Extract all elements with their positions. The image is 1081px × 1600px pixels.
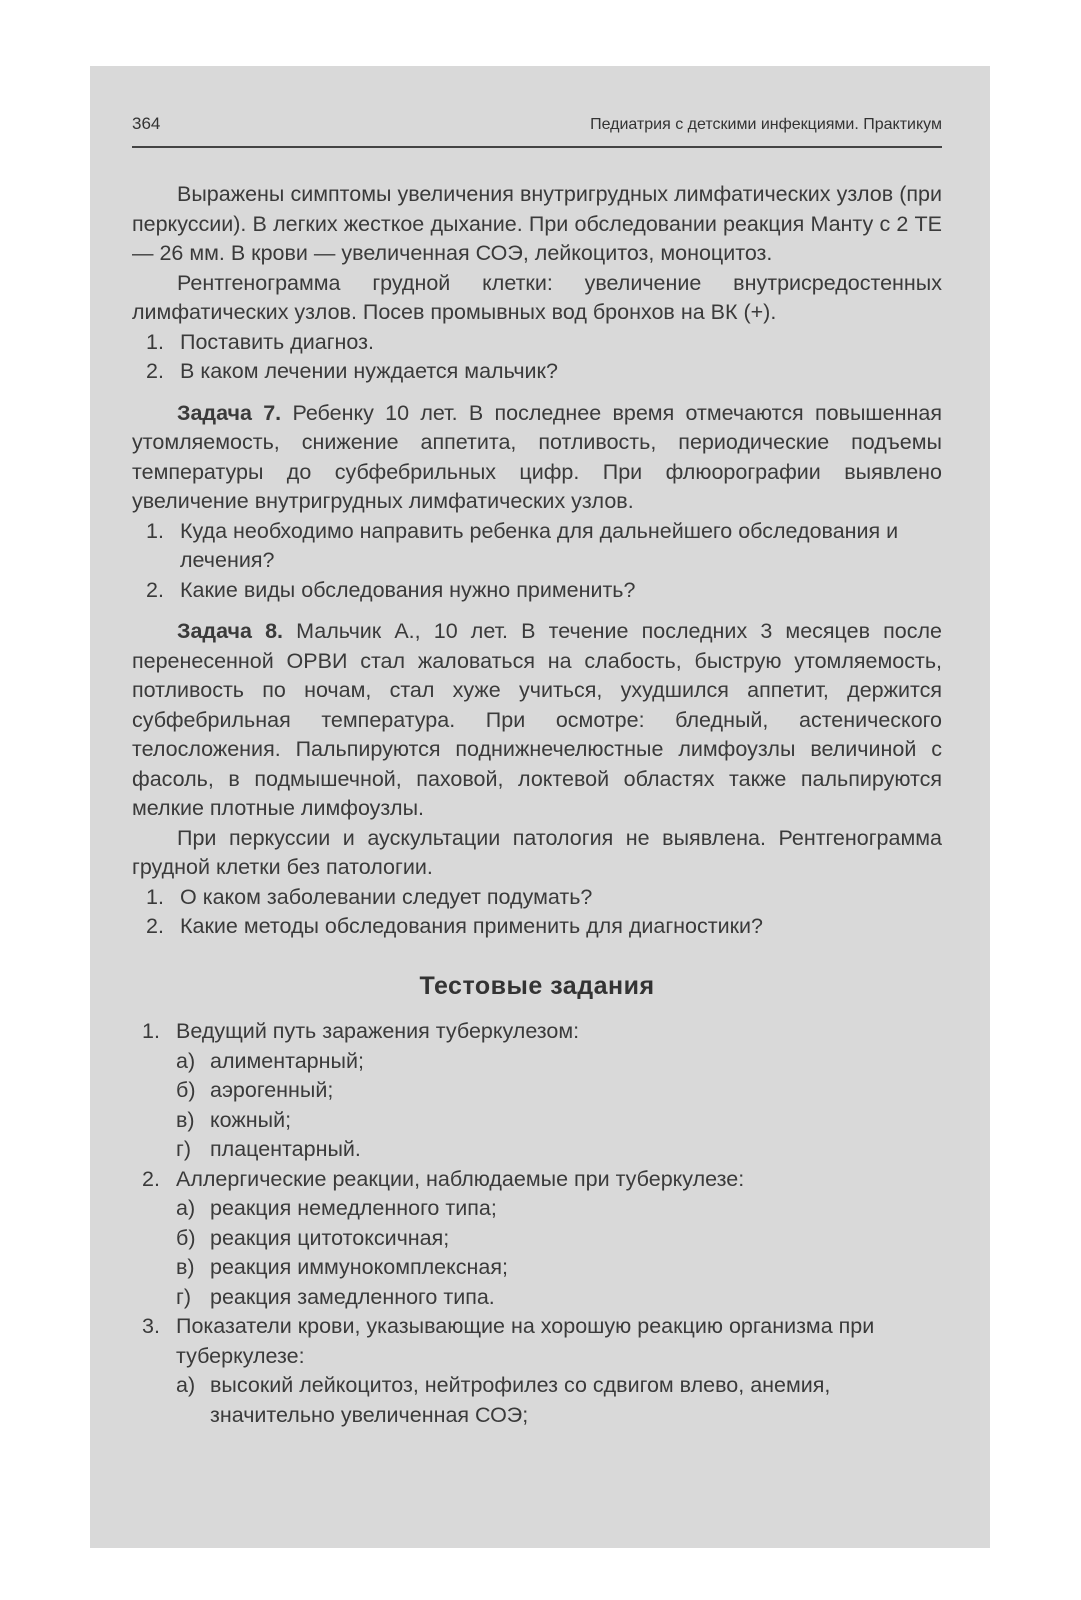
task-7-label: Задача 7. <box>177 400 282 425</box>
answer-option <box>176 1076 942 1106</box>
answer-options <box>176 1194 942 1312</box>
item-number: 3. <box>142 1314 160 1338</box>
item-text: Поставить диагноз. <box>180 329 374 354</box>
option-text: кожный; <box>210 1107 292 1132</box>
item-number: 2. <box>146 577 164 602</box>
item-number: 1. <box>146 884 164 909</box>
item-text: В каком лечении нуждается мальчик? <box>180 359 558 383</box>
page-number: 364 <box>132 114 161 133</box>
task-7-text: Ребенку 10 лет. В последнее время отмечаются повышенная утомляемость, снижение аппетита, потливость, периодические подъемы температуры до субфебрильных цифр. При флюорографии выявлено увеличение внутригрудных лимфатических узлов. <box>132 400 942 513</box>
list-item <box>132 576 942 606</box>
task-8-questions <box>132 883 942 942</box>
section-title: Тестовые задания <box>419 971 655 1000</box>
test-question-3 <box>132 1312 942 1430</box>
running-title: Педиатрия с детскими инфекциями. Практикум <box>590 116 942 133</box>
answer-options <box>176 1371 942 1430</box>
intro-questions <box>132 328 942 387</box>
item-number: 2. <box>146 359 164 383</box>
option-letter: а) <box>176 1373 196 1397</box>
answer-option <box>176 1135 942 1165</box>
intro-paragraph-1: Выражены симптомы увеличения внутригрудных лимфатических узлов (при перкуссии). В легких жесткое дыхание. При обследовании реакция Манту с 2 ТЕ — 26 мм. В крови — увеличенная СОЭ, лейкоцитоз, моноцитоз. <box>132 182 942 265</box>
option-letter: а) <box>176 1196 196 1220</box>
option-text: алиментарный; <box>210 1048 364 1073</box>
option-text: реакция иммунокомплексная; <box>210 1255 508 1279</box>
task-8-paragraph-2: При перкуссии и аускультации патология не выявлена. Рентгенограмма грудной клетки без патологии. <box>132 825 942 879</box>
option-letter: б) <box>176 1078 196 1102</box>
intro-paragraph-2: Рентгенограмма грудной клетки: увеличение внутрисредостенных лимфатических узлов. Посев промывных вод бронхов на ВК (+). <box>132 270 942 324</box>
answer-option <box>176 1194 942 1224</box>
task-8-label: Задача 8. <box>177 619 284 643</box>
option-letter: а) <box>176 1048 196 1073</box>
question-text: Аллергические реакции, наблюдаемые при туберкулезе: <box>176 1166 745 1191</box>
task-7-paragraph <box>132 399 942 517</box>
answer-option <box>176 1371 942 1430</box>
list-item <box>132 328 942 358</box>
item-number: 1. <box>146 518 164 543</box>
task-8-text: Мальчик А., 10 лет. В течение последних 3 месяцев после перенесенной ОРВИ стал жаловаться на слабость, быструю утомляемость, потливость по ночам, стал хуже учиться, ухудшился аппетит, держится субфебрильная температура. При осмотре: бледный, астенического телосложения. Пальпируются поднижнечелюстные лимфоузлы величиной с фасоль, в подмышечной, паховой, локтевой областях также пальпируются мелкие плотные лимфоузлы. <box>132 619 942 820</box>
page-header <box>132 106 942 148</box>
task-8 <box>132 617 942 942</box>
option-text: реакция цитотоксичная; <box>210 1225 450 1250</box>
answer-option <box>176 1106 942 1136</box>
option-text: плацентарный. <box>210 1137 361 1161</box>
item-text: Какие методы обследования применить для диагностики? <box>180 914 763 938</box>
item-text: О каком заболевании следует подумать? <box>180 884 593 909</box>
item-number: 1. <box>146 329 164 354</box>
option-letter: г) <box>176 1137 192 1161</box>
option-text: реакция немедленного типа; <box>210 1196 497 1220</box>
list-item <box>132 883 942 913</box>
answer-option <box>176 1253 942 1283</box>
answer-options <box>176 1047 942 1165</box>
item-number: 2. <box>142 1166 160 1191</box>
task-7-questions <box>132 517 942 606</box>
list-item <box>132 517 942 576</box>
book-page <box>90 66 990 1548</box>
page-content <box>132 180 942 1430</box>
answer-option <box>176 1047 942 1077</box>
answer-option <box>176 1224 942 1254</box>
list-item <box>132 357 942 387</box>
answer-option <box>176 1283 942 1313</box>
test-questions <box>132 1017 942 1430</box>
option-letter: б) <box>176 1225 196 1250</box>
test-question-1 <box>132 1017 942 1165</box>
item-number: 2. <box>146 914 164 938</box>
item-text: Какие виды обследования нужно применить? <box>180 577 636 602</box>
option-text: аэрогенный; <box>210 1078 334 1102</box>
option-text: реакция замедленного типа. <box>210 1284 495 1309</box>
task-8-paragraph <box>132 617 942 824</box>
test-question-2 <box>132 1165 942 1313</box>
task-7 <box>132 399 942 606</box>
option-letter: г) <box>176 1284 192 1309</box>
option-letter: в) <box>176 1107 195 1132</box>
option-text: высокий лейкоцитоз, нейтрофилез со сдвигом влево, анемия, значительно увеличенная СОЭ; <box>210 1373 831 1427</box>
item-text: Куда необходимо направить ребенка для дальнейшего обследования и лечения? <box>180 518 899 572</box>
item-number: 1. <box>142 1019 160 1043</box>
question-text: Ведущий путь заражения туберкулезом: <box>176 1019 580 1043</box>
list-item <box>132 912 942 942</box>
option-letter: в) <box>176 1255 195 1279</box>
question-text: Показатели крови, указывающие на хорошую реакцию организма при туберкулезе: <box>176 1314 875 1368</box>
